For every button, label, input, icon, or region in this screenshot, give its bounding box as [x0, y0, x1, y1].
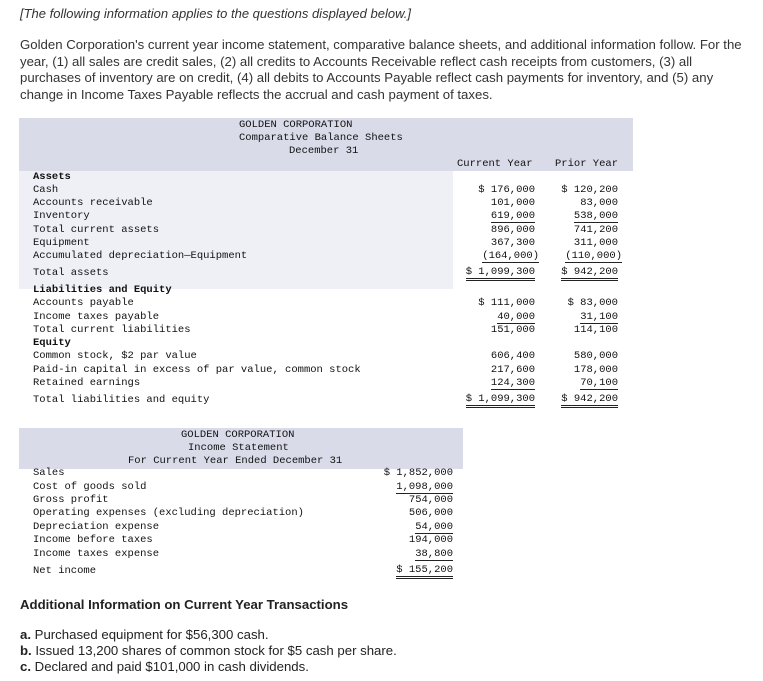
sales-value: $ 1,852,000 [383, 467, 453, 479]
row-label: Sales [33, 467, 65, 479]
row-label: Income taxes payable [33, 311, 160, 323]
item-text: Issued 13,200 shares of common stock for $5 cash per share. [31, 643, 397, 658]
row-label: Income before taxes [33, 534, 153, 546]
cash-prior: $ 120,200 [561, 184, 618, 196]
is-company: GOLDEN CORPORATION [181, 429, 295, 441]
pic-current: 217,600 [490, 364, 535, 376]
itp-prior: 31,100 [580, 311, 618, 323]
net-income-value: $ 155,200 [396, 564, 453, 579]
row-label: Operating expenses (excluding depreciation) [33, 507, 304, 519]
row-label: Total liabilities and equity [33, 394, 210, 406]
equipment-current: 367,300 [490, 237, 535, 249]
ibt-value: 194,000 [408, 534, 453, 546]
gross-profit-value: 754,000 [408, 494, 453, 506]
row-label: Total current liabilities [33, 324, 191, 336]
row-label: Gross profit [33, 494, 109, 506]
income-statement-table [19, 428, 463, 580]
ap-prior: $ 83,000 [567, 297, 618, 309]
row-label: Total assets [33, 267, 109, 279]
intro-note: [The following information applies to the questions displayed below.] [20, 6, 411, 21]
re-prior: 70,100 [580, 377, 618, 389]
ap-current: $ 111,000 [478, 297, 535, 309]
row-label: Net income [33, 565, 97, 577]
tcl-current: 151,000 [490, 324, 535, 336]
bs-title: Comparative Balance Sheets [239, 132, 403, 144]
equipment-prior: 311,000 [573, 237, 618, 249]
tle-current: $ 1,099,300 [466, 393, 535, 408]
accdep-current: (164,000) [482, 250, 539, 262]
is-period: For Current Year Ended December 31 [128, 455, 343, 467]
row-label: Cost of goods sold [33, 481, 147, 493]
liabilities-heading: Liabilities and Equity [33, 284, 172, 296]
additional-item-c [20, 659, 309, 674]
ar-current: 101,000 [490, 197, 535, 209]
cs-current: 606,400 [490, 350, 535, 362]
row-label: Accounts payable [33, 297, 134, 309]
itp-current: 40,000 [497, 311, 535, 323]
equity-heading: Equity [33, 337, 71, 349]
tax-value: 38,800 [415, 548, 453, 560]
item-text: Purchased equipment for $56,300 cash. [31, 627, 269, 642]
tca-current: 896,000 [490, 224, 535, 236]
col-prior-year: Prior Year [555, 158, 619, 170]
inventory-prior: 538,000 [573, 210, 618, 222]
is-title: Income Statement [188, 442, 289, 454]
pic-prior: 178,000 [573, 364, 618, 376]
bs-date: December 31 [289, 145, 359, 157]
depreciation-value: 54,000 [415, 521, 453, 533]
row-label: Retained earnings [33, 377, 141, 389]
cogs-value: 1,098,000 [396, 481, 453, 493]
additional-item-b [20, 643, 397, 658]
item-letter: c. [20, 659, 31, 674]
row-label: Common stock, $2 par value [33, 350, 197, 362]
row-label: Accounts receivable [33, 197, 153, 209]
bs-company: GOLDEN CORPORATION [239, 119, 353, 131]
additional-item-a [20, 627, 269, 642]
tca-prior: 741,200 [573, 224, 618, 236]
item-text: Declared and paid $101,000 in cash dividends. [31, 659, 309, 674]
row-label: Equipment [33, 237, 90, 249]
row-label: Cash [33, 184, 59, 196]
inventory-current: 619,000 [490, 210, 535, 222]
row-label: Depreciation expense [33, 521, 160, 533]
accdep-prior: (110,000) [565, 250, 622, 262]
total-assets-current: $ 1,099,300 [466, 266, 535, 281]
item-letter: b. [20, 643, 32, 658]
tcl-prior: 114,100 [573, 324, 618, 336]
row-label: Inventory [33, 210, 90, 222]
total-assets-prior: $ 942,200 [561, 266, 618, 281]
cs-prior: 580,000 [573, 350, 618, 362]
additional-info-title: Additional Information on Current Year Transactions [20, 597, 349, 612]
row-label: Accumulated depreciation—Equipment [33, 250, 248, 262]
balance-sheet-table [19, 118, 633, 413]
tle-prior: $ 942,200 [561, 393, 618, 408]
col-current-year: Current Year [457, 158, 533, 170]
assets-heading: Assets [33, 171, 71, 183]
row-label: Income taxes expense [33, 548, 160, 560]
intro-paragraph: Golden Corporation's current year income statement, comparative balance sheets, and additional information follow. For the year, (1) all sales are credit sales, (2) all credits to Accounts Receivable reflect cash receipts from customers, (3) all purchases of inventory are on credit, (4) all debits to Accounts Payable reflect cash payments for inventory, and (5) any change in Income Taxes Payable reflects the accrual and cash payment of taxes. [20, 37, 742, 102]
ar-prior: 83,000 [580, 197, 618, 209]
re-current: 124,300 [490, 377, 535, 389]
item-letter: a. [20, 627, 31, 642]
cash-current: $ 176,000 [478, 184, 535, 196]
opex-value: 506,000 [408, 507, 453, 519]
row-label: Paid-in capital in excess of par value, common stock [33, 364, 361, 376]
row-label: Total current assets [33, 224, 160, 236]
